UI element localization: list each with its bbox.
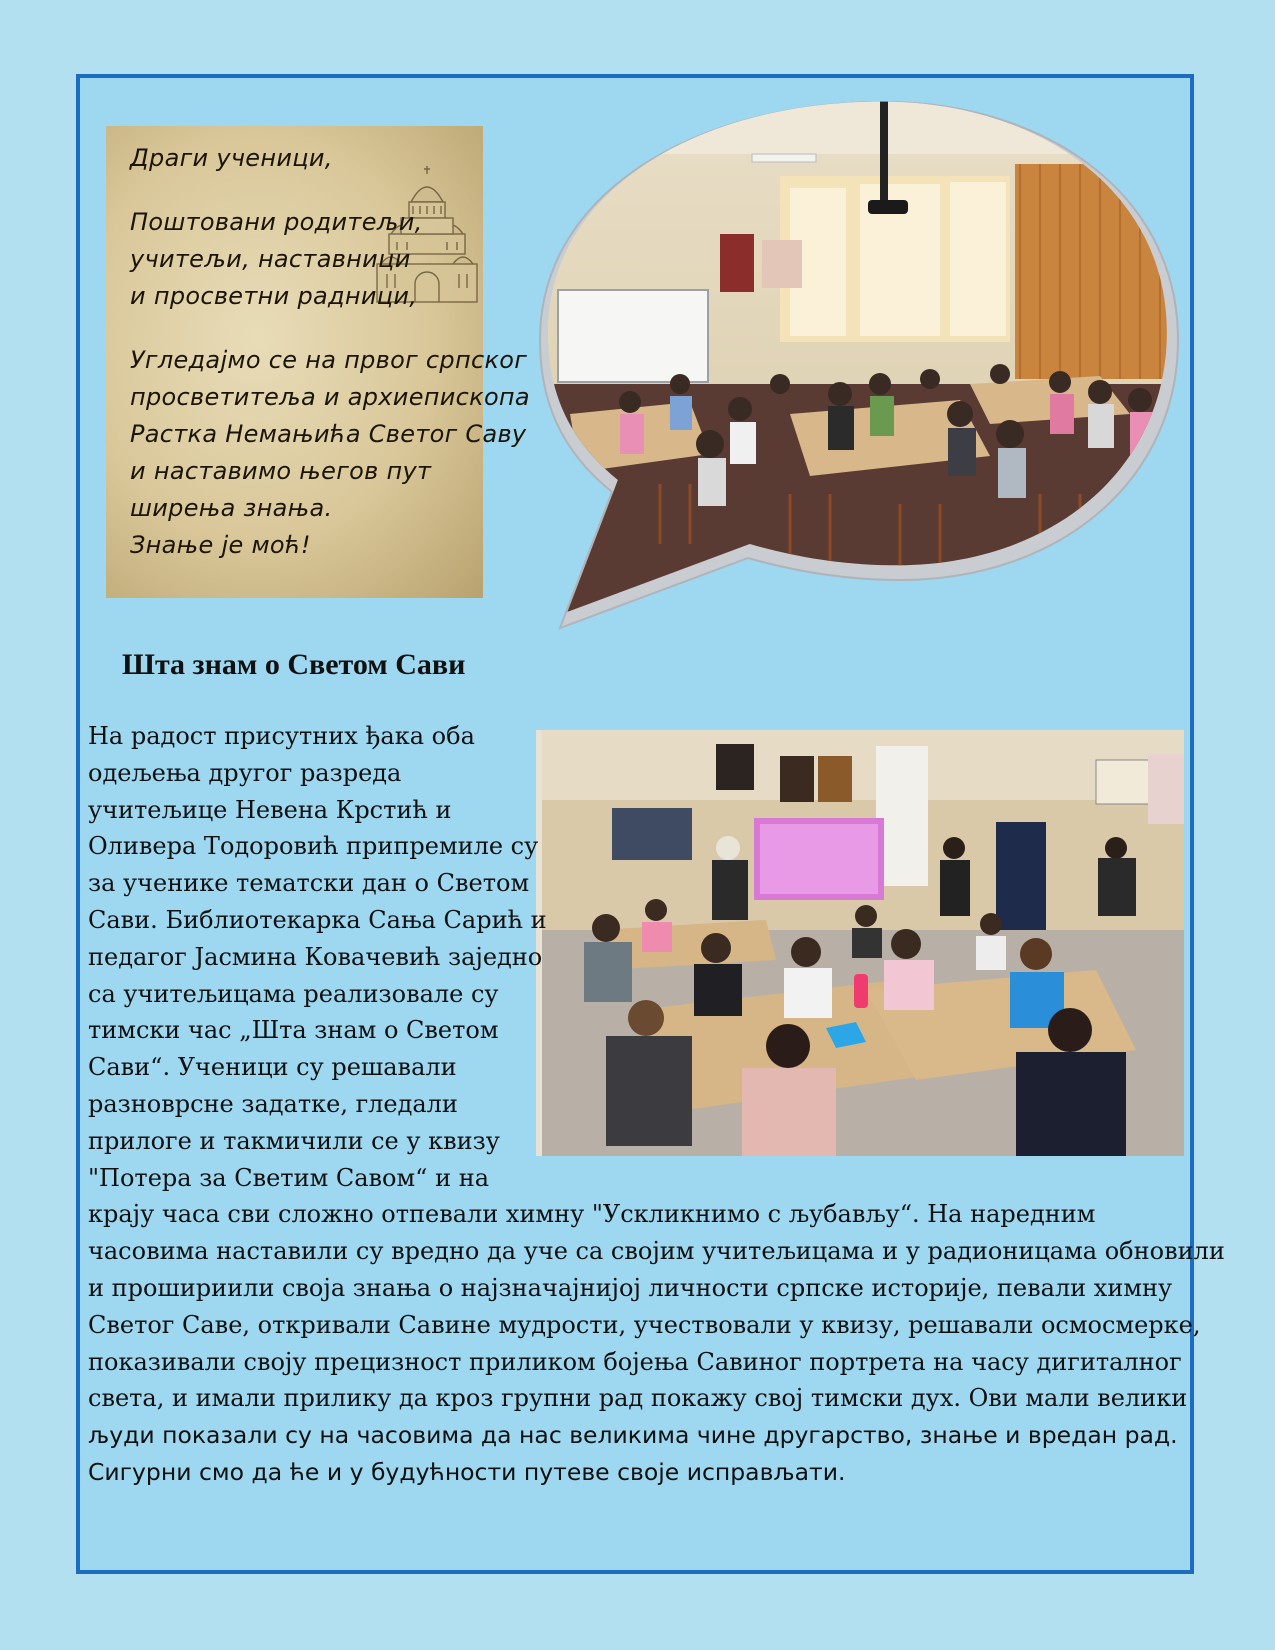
article-line: света, и имали прилику да кроз групни рад покажу свој тимски дух. Ови мали велики [88,1384,1188,1413]
article-line: Светог Саве, откривали Савине мудрости, учествовали у квизу, решавали осмосмерке, [88,1310,1201,1339]
classroom-photo-bubble [540,84,1180,649]
article-line: учитељице Невена Крстић и [88,795,452,824]
article-line: "Потера за Светим Савом“ и на [88,1163,490,1192]
article-line: крају часа сви сложно отпевали химну "Ускликнимо с љубављу“. На наредним [88,1200,1096,1229]
card-line-4: и просветни радници, [130,282,418,310]
greeting-card [106,126,530,598]
article-line: Сави“. Ученици су решавали [88,1053,457,1082]
card-line-3: учитељи, наставници [130,245,411,273]
card-line-10: Знање је моћ! [130,531,311,559]
article-line: и прошириили своја знања о најзначајнијој личности српске историје, певали химну [88,1273,1173,1302]
article-line: Сигурни смо да ће и у будућности путеве своје исправљати. [88,1457,846,1486]
article-line: разноврсне задатке, гледали [88,1089,458,1118]
card-line-9: ширења знања. [130,494,333,522]
article-line: прилоге и такмичили се у квизу [88,1126,500,1155]
article-line: Сави. Библиотекарка Сања Сарић и [88,905,547,934]
card-line-5: Угледајмо се на првог српског [130,346,528,374]
card-line-6: просветитеља и архиепископа [130,383,530,411]
article-title: Шта знам о Светом Сави [122,648,466,681]
card-line-7: Растка Немањића Светог Саву [130,420,527,448]
article-line: тимски час „Шта знам о Светом [88,1016,499,1045]
article-line: На радост присутних ђака оба [88,722,475,750]
article-line: показивали своју прецизност приликом бојења Савиног портрета на часу дигиталног [88,1347,1182,1376]
article-line: за ученике тематски дан о Светом [88,869,530,898]
article-line: са учитељицама реализовале су [88,979,499,1008]
article-body [88,718,1225,1491]
card-line-1: Драги ученици, [130,144,333,172]
card-line-8: и наставимо његов пут [130,457,432,485]
card-line-2: Поштовани родитељи, [130,208,423,236]
article-line: педагог Јасмина Ковачевић заједно [88,942,543,971]
article-line: одељења другог разреда [88,758,402,787]
article-line: Оливера Тодоровић припремиле су [88,832,539,861]
article-line: часовима наставили су вредно да уче са својим учитељицама и у радионицама обновили [88,1237,1225,1266]
article-line: људи показали су на часовима да нас великима чине другарство, знање и вредан рад. [88,1421,1178,1450]
